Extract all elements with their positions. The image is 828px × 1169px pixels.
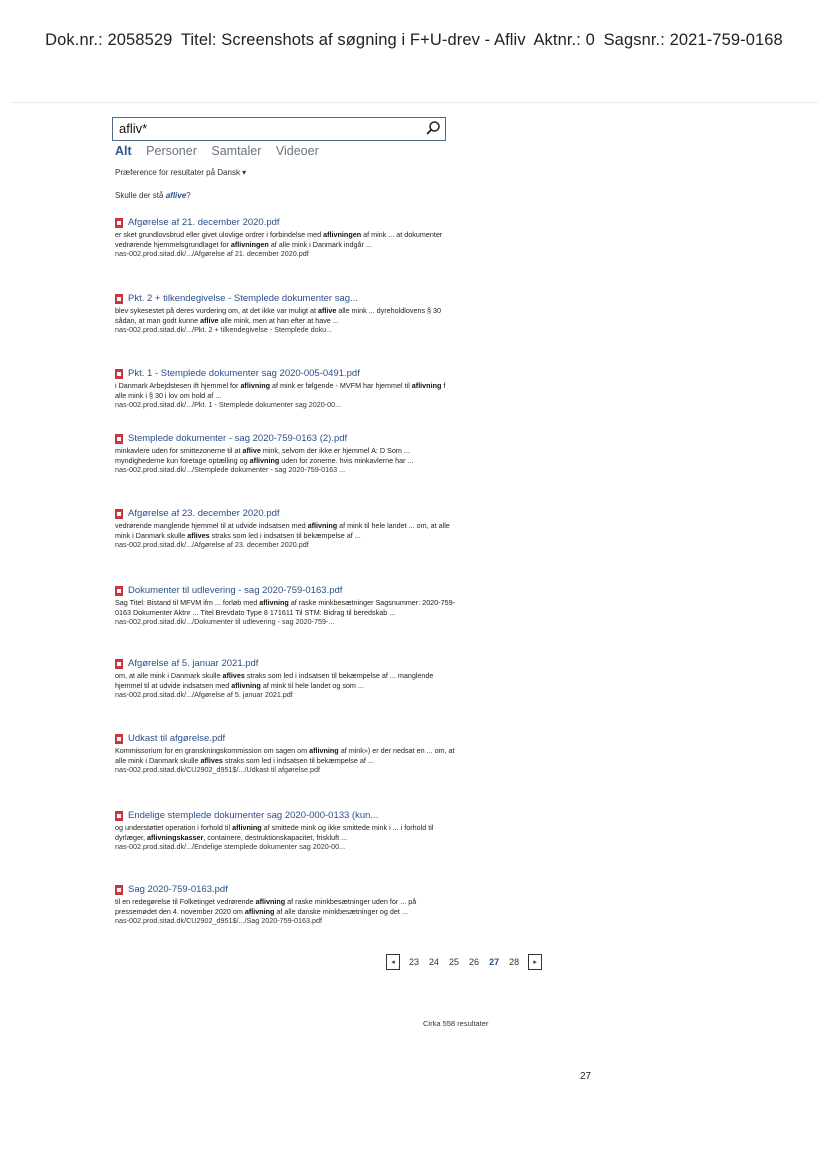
result-url: nas-002.prod.sitad.dk/.../Afgørelse af 23. december 2020.pdf (115, 540, 309, 550)
result-snippet: er sket grundlovsbrud eller givet ulovlige ordrer i forbindelse med aflivningen af mink ... at dokumenter vedrørende hjemmelsgrundlaget for aflivningen af alle mink i Danmark indgår ... (115, 230, 443, 249)
search-result (115, 658, 455, 700)
page-link[interactable]: 28 (509, 957, 520, 967)
result-title-link[interactable]: Afgørelse af 5. januar 2021.pdf (115, 658, 455, 670)
pdf-file-icon (115, 885, 123, 895)
prev-page-button[interactable]: ◂ (386, 954, 400, 970)
page-link[interactable]: 27 (489, 957, 500, 967)
pdf-file-icon (115, 509, 123, 519)
search-result (115, 293, 455, 335)
search-tabs (115, 144, 330, 158)
search-result (115, 433, 455, 475)
search-input[interactable] (112, 117, 446, 141)
result-title-link[interactable]: Endelige stemplede dokumenter sag 2020-000-0133 (kun... (115, 810, 455, 822)
search-result (115, 508, 455, 550)
result-snippet: blev sykesestet på deres vurdering om, at det ikke var muligt at aflive alle mink ... dyreholdlovens § 30 sådan, at man godt kunne aflive alle mink, men at han efter at have ... (115, 306, 442, 325)
search-icon[interactable] (425, 120, 441, 141)
pdf-file-icon (115, 434, 123, 444)
tab-videos[interactable]: Videoer (275, 144, 319, 158)
result-snippet: vedrørende manglende hjemmel til at udvide indsatsen med aflivning af mink til hele landet ... om, at alle mink i Danmark skulle aflives straks som led i indsatsen til bekæmpelse af ... (115, 521, 450, 540)
result-url: nas-002.prod.sitad.dk/.../Afgørelse af 5. januar 2021.pdf (115, 690, 293, 700)
doc-number: Dok.nr.: 2058529 (45, 31, 173, 49)
search-result (115, 368, 455, 410)
result-url: nas-002.prod.sitad.dk/.../Pkt. 1 - Stemplede dokumenter sag 2020-00... (115, 400, 342, 410)
search-query[interactable]: afliv* (119, 121, 148, 136)
result-snippet: Kommissorium for en granskningskommission om sagen om aflivning af mink») er der nedsat en ... om, at alle mink i Danmark skulle aflives straks som led i indsatsen til bekæmpelse af ... (115, 746, 455, 765)
pdf-file-icon (115, 369, 123, 379)
pdf-file-icon (115, 294, 123, 304)
result-url: nas-002.prod.sitad.dk/.../Pkt. 2 + tilkendegivelse - Stemplede doku... (115, 325, 333, 335)
result-snippet: og understøttet operation i forhold til aflivning af smittede mink og ikke smittede mink i ... i forhold til dyrlæger, aflivningskasser, containere, destruktionskapacitet, friskluft ... (115, 823, 434, 842)
act-number: Aktnr.: 0 (533, 31, 595, 49)
document-header (0, 31, 828, 50)
search-result (115, 810, 455, 852)
result-title-link[interactable]: Pkt. 2 + tilkendegivelse - Stemplede dokumenter sag... (115, 293, 455, 305)
case-number: Sagsnr.: 2021-759-0168 (603, 31, 783, 49)
result-title-link[interactable]: Dokumenter til udlevering - sag 2020-759-0163.pdf (115, 585, 455, 597)
page-link[interactable]: 25 (449, 957, 460, 967)
result-snippet: til en redegørelse til Folketinget vedrørende aflivning af raske minkbesætninger uden for ... på pressemødet den 4. november 2020 om aflivning af alle danske minkbesætninger og det ... (115, 897, 417, 916)
search-result (115, 884, 455, 926)
search-result (115, 585, 455, 627)
pdf-file-icon (115, 659, 123, 669)
result-url: nas-002.prod.sitad.dk/CU2902_d951$/.../Udkast til afgørelse.pdf (115, 765, 320, 775)
page-link[interactable]: 23 (409, 957, 420, 967)
result-snippet: Sag Titel: Bistand til MFVM ifm ... forløb med aflivning af raske minkbesætninger Sagsnummer: 2020-759-0163 Dokumenter Aktnr ... Titel Brevdato Type 8 171611 Til STM: Bidrag til beredskab ... (115, 598, 455, 617)
pagination (386, 953, 542, 971)
page-numbers (404, 957, 524, 967)
language-preference[interactable]: Præference for resultater på Dansk ▾ (115, 168, 247, 177)
search-result (115, 217, 455, 259)
search-result (115, 733, 455, 775)
spelling-suggestion: Skulle der stå aflive? (115, 191, 191, 200)
pdf-file-icon (115, 811, 123, 821)
page-link[interactable]: 24 (429, 957, 440, 967)
page-number: 27 (580, 1071, 592, 1082)
next-page-button[interactable]: ▸ (528, 954, 542, 970)
result-snippet: i Danmark Arbejdstesen ift hjemmel for aflivning af mink er følgende - MVFM har hjemmel til aflivning f alle mink i § 30 i lov om hold af ... (115, 381, 446, 400)
result-title-link[interactable]: Afgørelse af 21. december 2020.pdf (115, 217, 455, 229)
page-link[interactable]: 26 (469, 957, 480, 967)
suggestion-link[interactable]: aflive (165, 191, 187, 200)
tab-all[interactable]: Alt (115, 144, 132, 158)
result-url: nas-002.prod.sitad.dk/.../Stemplede dokumenter - sag 2020-759-0163 ... (115, 465, 346, 475)
tab-people[interactable]: Personer (146, 144, 197, 158)
divider (10, 102, 818, 103)
pdf-file-icon (115, 218, 123, 228)
result-title-link[interactable]: Sag 2020-759-0163.pdf (115, 884, 455, 896)
result-snippet: minkavlere uden for smittezonerne til at aflive mink, selvom der ikke er hjemmel A: D Som ... myndighederne kun foretage optælling og aflivning uden for zonerne. hvis minkavlerne har ... (115, 446, 414, 465)
result-url: nas-002.prod.sitad.dk/CU2902_d951$/.../Sag 2020-759-0163.pdf (115, 916, 322, 926)
pdf-file-icon (115, 586, 123, 596)
result-count: Cirka 558 resultater (423, 1019, 489, 1028)
result-title-link[interactable]: Pkt. 1 - Stemplede dokumenter sag 2020-005-0491.pdf (115, 368, 455, 380)
result-title-link[interactable]: Afgørelse af 23. december 2020.pdf (115, 508, 455, 520)
pdf-file-icon (115, 734, 123, 744)
result-url: nas-002.prod.sitad.dk/.../Dokumenter til udlevering - sag 2020-759-... (115, 617, 335, 627)
doc-title: Titel: Screenshots af søgning i F+U-drev - Afliv (180, 31, 526, 49)
result-title-link[interactable]: Udkast til afgørelse.pdf (115, 733, 455, 745)
tab-conversations[interactable]: Samtaler (211, 144, 262, 158)
result-snippet: om, at alle mink i Danmark skulle aflives straks som led i indsatsen til bekæmpelse af ... manglende hjemmel til at udvide indsatsen med aflivning af mink til hele landet og som ... (115, 671, 434, 690)
result-url: nas-002.prod.sitad.dk/.../Endelige stemplede dokumenter sag 2020-00... (115, 842, 346, 852)
result-title-link[interactable]: Stemplede dokumenter - sag 2020-759-0163 (2).pdf (115, 433, 455, 445)
result-url: nas-002.prod.sitad.dk/.../Afgørelse af 21. december 2020.pdf (115, 249, 309, 259)
